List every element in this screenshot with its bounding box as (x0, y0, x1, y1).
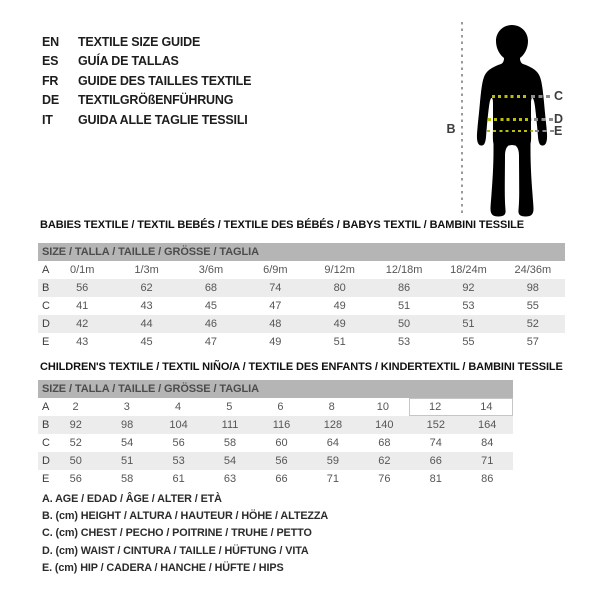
value-cell: 45 (204, 300, 218, 312)
children-size-table (38, 380, 513, 488)
row-label: E (42, 336, 50, 348)
value-cell: 76 (378, 473, 391, 485)
value-cell: 52 (69, 437, 82, 449)
value-cell: 58 (223, 437, 237, 449)
value-cell: 53 (172, 455, 185, 467)
children-table-title: CHILDREN'S TEXTILE / TEXTIL NIÑO/A / TEXTILE DES ENFANTS / KINDERTEXTIL / BAMBINI TESSILE (40, 361, 563, 373)
value-cell: 140 (375, 419, 394, 431)
value-cell: 128 (323, 419, 343, 431)
value-cell: 53 (462, 300, 475, 312)
value-cell: 42 (76, 318, 89, 330)
size-cell: 3 (123, 401, 130, 413)
size-header-bar: SIZE / TALLA / TAILLE / GRÖSSE / TAGLIA (38, 380, 513, 398)
language-code: EN (42, 35, 59, 49)
value-cell: 61 (172, 473, 185, 485)
value-cell: 51 (333, 336, 346, 348)
row-label: D (42, 455, 50, 467)
value-cell: 56 (76, 282, 89, 294)
size-cell: 6/9m (263, 264, 288, 276)
value-cell: 98 (121, 419, 134, 431)
size-cell: 1/3m (134, 264, 159, 276)
value-cell: 104 (169, 419, 188, 431)
measurement-figure (440, 12, 600, 224)
table-row-height (38, 416, 513, 434)
value-cell: 54 (223, 455, 237, 467)
language-row (42, 52, 251, 71)
language-code: DE (42, 93, 59, 108)
language-title: TEXTILE SIZE GUIDE (78, 35, 201, 49)
row-label: C (42, 300, 50, 312)
waist-pointer-line (534, 118, 554, 121)
language-title: TEXTILGRÖßENFÜHRUNG (78, 93, 234, 108)
value-cell: 43 (76, 336, 89, 348)
size-cell: 9/12m (324, 264, 355, 276)
size-cell: 3/6m (198, 264, 224, 276)
language-title: GUÍA DE TALLAS (78, 54, 179, 69)
measurement-legend (42, 491, 328, 577)
value-cell: 49 (333, 300, 346, 312)
value-cell: 60 (275, 437, 288, 449)
size-header-bar: SIZE / TALLA / TAILLE / GRÖSSE / TAGLIA (38, 243, 565, 261)
row-label: C (42, 437, 50, 449)
waist-measure-line (488, 118, 532, 121)
value-cell: 71 (326, 473, 340, 485)
waist-label: D (554, 112, 564, 126)
value-cell: 45 (140, 336, 153, 348)
value-cell: 86 (397, 282, 411, 294)
row-label: E (42, 473, 50, 485)
value-cell: 47 (204, 336, 218, 348)
table-row-height (38, 279, 565, 297)
value-cell: 152 (426, 419, 445, 431)
language-row (42, 72, 251, 91)
value-cell: 47 (269, 300, 282, 312)
hip-pointer-line (535, 130, 554, 133)
chest-measure-line (492, 95, 529, 98)
size-cell: 6 (277, 401, 284, 413)
value-cell: 64 (326, 437, 340, 449)
value-cell: 57 (526, 336, 539, 348)
value-cell: 58 (121, 473, 134, 485)
value-cell: 49 (333, 318, 346, 330)
hip-label: E (554, 123, 563, 138)
language-title: GUIDE DES TAILLES TEXTILE (78, 73, 252, 88)
table-row-age (38, 398, 513, 416)
hip-measure-line (487, 130, 533, 133)
height-label: B (446, 122, 456, 136)
value-cell: 116 (272, 419, 291, 431)
size-cell-highlighted: 14 (480, 401, 493, 413)
highlighted-sizes-box (409, 398, 513, 416)
value-cell: 56 (69, 473, 82, 485)
size-cell-highlighted: 12 (429, 401, 442, 413)
value-cell: 66 (429, 455, 442, 467)
language-row (42, 33, 251, 52)
value-cell: 51 (462, 318, 475, 330)
size-cell: 18/24m (450, 264, 487, 276)
language-row (42, 91, 251, 110)
language-code: FR (42, 73, 59, 88)
row-label: B (42, 282, 50, 294)
legend-hip: E. (cm) HIP / CADERA / HANCHE / HÜFTE / HIPS (42, 561, 284, 574)
table-row-chest (38, 434, 513, 452)
value-cell: 68 (204, 282, 218, 294)
size-cell: 24/36m (514, 264, 552, 276)
row-label: A (42, 264, 50, 276)
legend-chest: C. (cm) CHEST / PECHO / POITRINE / TRUHE / PETTO (42, 527, 312, 540)
size-cell: 12/18m (385, 264, 423, 276)
language-title: GUIDA ALLE TAGLIE TESSILI (78, 112, 248, 127)
size-cell: 0/1m (69, 264, 95, 276)
value-cell: 50 (397, 318, 411, 330)
value-cell: 41 (76, 300, 89, 312)
value-cell: 164 (478, 419, 497, 431)
legend-age: A. AGE / EDAD / ÂGE / ALTER / ETÀ (42, 493, 222, 505)
value-cell: 43 (140, 300, 153, 312)
value-cell: 62 (378, 455, 391, 467)
size-cell: 4 (174, 401, 182, 413)
language-row (42, 111, 251, 130)
value-cell: 92 (69, 419, 82, 431)
chest-label: C (554, 89, 564, 103)
table-row-hip (38, 470, 513, 488)
legend-waist: D. (cm) WAIST / CINTURA / TAILLE / HÜFTUNG / VITA (42, 544, 309, 557)
value-cell: 74 (269, 282, 282, 294)
value-cell: 50 (69, 455, 82, 467)
value-cell: 52 (526, 318, 539, 330)
value-cell: 86 (481, 473, 494, 485)
value-cell: 68 (378, 437, 391, 449)
size-cell: 8 (328, 401, 335, 413)
value-cell: 92 (462, 282, 475, 294)
value-cell: 48 (269, 318, 282, 330)
value-cell: 111 (221, 419, 239, 431)
size-cell: 5 (226, 401, 233, 413)
value-cell: 80 (333, 282, 346, 294)
value-cell: 98 (526, 282, 539, 294)
value-cell: 63 (223, 473, 237, 485)
chest-pointer-line (531, 95, 552, 98)
row-label: B (42, 419, 50, 431)
table-row-waist (38, 452, 513, 470)
babies-table-title: BABIES TEXTILE / TEXTIL BEBÉS / TEXTILE DES BÉBÉS / BABYS TEXTIL / BAMBINI TESSILE (40, 219, 525, 231)
value-cell: 53 (397, 336, 411, 348)
value-cell: 55 (462, 336, 475, 348)
row-label: D (42, 318, 50, 330)
value-cell: 62 (140, 282, 153, 294)
value-cell: 55 (526, 300, 539, 312)
language-code: ES (42, 54, 59, 69)
row-label: A (42, 401, 50, 413)
value-cell: 71 (481, 455, 494, 467)
value-cell: 49 (269, 336, 282, 348)
table-row-hip (38, 333, 565, 351)
value-cell: 56 (172, 437, 185, 449)
value-cell: 54 (121, 437, 134, 449)
value-cell: 59 (326, 455, 340, 467)
language-code: IT (42, 112, 53, 127)
legend-height: B. (cm) HEIGHT / ALTURA / HAUTEUR / HÖHE / ALTEZZA (42, 510, 329, 523)
table-row-age (38, 261, 565, 279)
value-cell: 66 (275, 473, 288, 485)
value-cell: 56 (275, 455, 288, 467)
table-row-waist (38, 315, 565, 333)
table-row-chest (38, 297, 565, 315)
size-cell: 10 (376, 401, 390, 413)
babies-size-table (38, 243, 565, 351)
size-cell: 2 (72, 401, 79, 413)
value-cell: 74 (429, 437, 442, 449)
value-cell: 46 (204, 318, 218, 330)
value-cell: 84 (481, 437, 494, 449)
language-guide (42, 33, 251, 130)
value-cell: 51 (121, 455, 134, 467)
value-cell: 51 (397, 300, 411, 312)
value-cell: 81 (429, 473, 442, 485)
value-cell: 44 (140, 318, 153, 330)
